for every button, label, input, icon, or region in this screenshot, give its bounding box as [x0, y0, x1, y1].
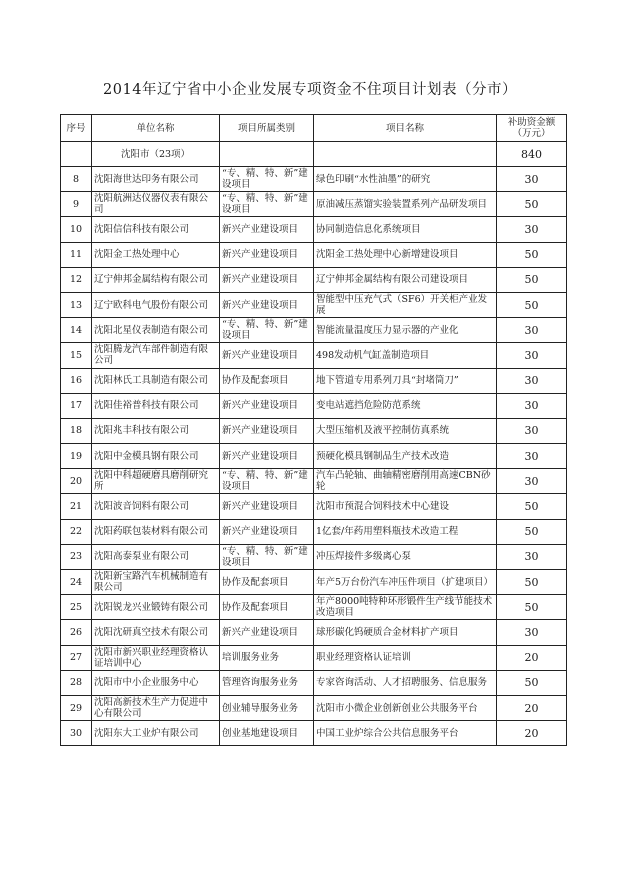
project-category: “专、精、特、新”建设项目: [220, 544, 314, 569]
table-row: [61, 519, 567, 544]
unit-name: 辽宁伸邦金属结构有限公司: [92, 267, 220, 292]
table-header-row: [61, 115, 567, 142]
subtotal-project: [314, 142, 497, 167]
row-number: 18: [61, 418, 92, 443]
project-name: 智能流量温度压力显示器的产业化: [314, 318, 497, 343]
project-category: “专、精、特、新”建设项目: [220, 469, 314, 494]
table-row: [61, 267, 567, 292]
table-row: [61, 721, 567, 746]
project-category: 新兴产业建设项目: [220, 217, 314, 242]
subsidy-amount: 30: [497, 393, 567, 418]
unit-name: 沈阳高泰泵业有限公司: [92, 544, 220, 569]
subsidy-amount: 20: [497, 721, 567, 746]
project-name: 球形碳化钨硬质合金材料扩产项目: [314, 620, 497, 645]
project-category: 新兴产业建设项目: [220, 393, 314, 418]
table-row: [61, 242, 567, 267]
unit-name: 沈阳市中小企业服务中心: [92, 670, 220, 695]
row-number: 23: [61, 544, 92, 569]
unit-name: 沈阳金工热处理中心: [92, 242, 220, 267]
unit-name: 沈阳高新技术生产力促进中心有限公司: [92, 695, 220, 720]
table-row: [61, 418, 567, 443]
project-category: 新兴产业建设项目: [220, 292, 314, 317]
project-category: 新兴产业建设项目: [220, 242, 314, 267]
project-category: 创业辅导服务业务: [220, 695, 314, 720]
row-number: 12: [61, 267, 92, 292]
subsidy-amount: 30: [497, 544, 567, 569]
project-name: 原油减压蒸馏实验装置系列产品研发项目: [314, 192, 497, 217]
table-row: [61, 192, 567, 217]
subtotal-label: 沈阳市（23项）: [92, 142, 220, 167]
row-number: 16: [61, 368, 92, 393]
row-number: 27: [61, 645, 92, 670]
subsidy-amount: 50: [497, 242, 567, 267]
project-name: 专家咨询活动、人才招聘服务、信息服务: [314, 670, 497, 695]
project-category: “专、精、特、新”建设项目: [220, 318, 314, 343]
subtotal-amount: 840: [497, 142, 567, 167]
project-category: 新兴产业建设项目: [220, 620, 314, 645]
table-row: [61, 570, 567, 595]
table-row: [61, 167, 567, 192]
project-category: 新兴产业建设项目: [220, 418, 314, 443]
unit-name: 沈阳锐龙兴业锻铸有限公司: [92, 595, 220, 620]
table-row: [61, 645, 567, 670]
project-name: 汽车凸轮轴、曲轴精密磨削用高速CBN砂轮: [314, 469, 497, 494]
row-number: 30: [61, 721, 92, 746]
table-row: [61, 393, 567, 418]
table-row: [61, 469, 567, 494]
row-number: 28: [61, 670, 92, 695]
unit-name: 沈阳波音饲料有限公司: [92, 494, 220, 519]
row-number: 10: [61, 217, 92, 242]
header-unit: 单位名称: [92, 115, 220, 142]
project-category: 协作及配套项目: [220, 595, 314, 620]
table-row: [61, 444, 567, 469]
unit-name: 沈阳腾龙汽车部件制造有限公司: [92, 343, 220, 368]
project-category: 管理咨询服务业务: [220, 670, 314, 695]
subsidy-amount: 30: [497, 167, 567, 192]
row-number: 19: [61, 444, 92, 469]
table-row: [61, 670, 567, 695]
row-number: 21: [61, 494, 92, 519]
project-category: 新兴产业建设项目: [220, 343, 314, 368]
unit-name: 辽宁欧科电气股份有限公司: [92, 292, 220, 317]
project-category: 协作及配套项目: [220, 570, 314, 595]
project-name: 冲压焊接件多级离心泵: [314, 544, 497, 569]
unit-name: 沈阳中科超硬磨具磨削研究所: [92, 469, 220, 494]
project-name: 职业经理资格认证培训: [314, 645, 497, 670]
subsidy-amount: 50: [497, 570, 567, 595]
unit-name: 沈阳市新兴职业经理资格认证培训中心: [92, 645, 220, 670]
project-category: “专、精、特、新”建设项目: [220, 192, 314, 217]
project-name: 大型压缩机及液平控制仿真系统: [314, 418, 497, 443]
subsidy-amount: 30: [497, 318, 567, 343]
table-row: [61, 620, 567, 645]
header-amount: 补助资金额（万元）: [497, 115, 567, 142]
unit-name: 沈阳航洲达仪器仪表有限公司: [92, 192, 220, 217]
row-number: 24: [61, 570, 92, 595]
project-name: 地下管道专用系列刀具“封堵筒刀”: [314, 368, 497, 393]
subtotal-no: [61, 142, 92, 167]
header-project: 项目名称: [314, 115, 497, 142]
table-row: [61, 544, 567, 569]
page-title: 2014年辽宁省中小企业发展专项资金不住项目计划表（分市）: [103, 82, 517, 98]
subsidy-amount: 30: [497, 343, 567, 368]
project-name: 沈阳市预混合饲料技术中心建设: [314, 494, 497, 519]
subsidy-amount: 30: [497, 418, 567, 443]
table-row: [61, 595, 567, 620]
subsidy-amount: 30: [497, 444, 567, 469]
project-category: 培训服务业务: [220, 645, 314, 670]
project-name: 预硬化模具钢制品生产技术改造: [314, 444, 497, 469]
project-category: “专、精、特、新”建设项目: [220, 167, 314, 192]
row-number: 15: [61, 343, 92, 368]
row-number: 22: [61, 519, 92, 544]
subsidy-amount: 50: [497, 595, 567, 620]
project-name: 绿色印刷“水性油墨”的研究: [314, 167, 497, 192]
project-name: 协同制造信息化系统项目: [314, 217, 497, 242]
row-number: 9: [61, 192, 92, 217]
subsidy-amount: 20: [497, 695, 567, 720]
subsidy-amount: 50: [497, 192, 567, 217]
project-name: 中国工业炉综合公共信息服务平台: [314, 721, 497, 746]
row-number: 14: [61, 318, 92, 343]
unit-name: 沈阳新宝路汽车机械制造有限公司: [92, 570, 220, 595]
project-name: 智能型中压充气式（SF6）开关柜产业发展: [314, 292, 497, 317]
table-row: [61, 343, 567, 368]
row-number: 13: [61, 292, 92, 317]
project-name: 沈阳金工热处理中心新增建设项目: [314, 242, 497, 267]
unit-name: 沈阳海世达印务有限公司: [92, 167, 220, 192]
table-row: [61, 217, 567, 242]
row-number: 29: [61, 695, 92, 720]
project-category: 新兴产业建设项目: [220, 267, 314, 292]
row-number: 26: [61, 620, 92, 645]
project-name: 沈阳市小微企业创新创业公共服务平台: [314, 695, 497, 720]
row-number: 20: [61, 469, 92, 494]
subsidy-amount: 50: [497, 267, 567, 292]
table-row: [61, 368, 567, 393]
row-number: 17: [61, 393, 92, 418]
project-category: 协作及配套项目: [220, 368, 314, 393]
project-category: 创业基地建设项目: [220, 721, 314, 746]
project-name: 辽宁伸邦金属结构有限公司建设项目: [314, 267, 497, 292]
subsidy-amount: 50: [497, 292, 567, 317]
header-no: 序号: [61, 115, 92, 142]
subsidy-amount: 50: [497, 494, 567, 519]
project-category: 新兴产业建设项目: [220, 494, 314, 519]
unit-name: 沈阳中金模具钢有限公司: [92, 444, 220, 469]
subsidy-amount: 30: [497, 368, 567, 393]
subsidy-amount: 30: [497, 217, 567, 242]
unit-name: 沈阳药联包装材料有限公司: [92, 519, 220, 544]
project-name: 年产5万台份汽车冲压件项目（扩建项目）: [314, 570, 497, 595]
unit-name: 沈阳兆丰科技有限公司: [92, 418, 220, 443]
project-name: 年产8000吨特种环形锻件生产线节能技术改造项目: [314, 595, 497, 620]
subtotal-row: [61, 142, 567, 167]
row-number: 11: [61, 242, 92, 267]
unit-name: 沈阳信信科技有限公司: [92, 217, 220, 242]
subsidy-amount: 50: [497, 670, 567, 695]
project-plan-table: [60, 114, 567, 746]
table-row: [61, 318, 567, 343]
project-name: 变电站遮挡危险防范系统: [314, 393, 497, 418]
row-number: 25: [61, 595, 92, 620]
subsidy-amount: 30: [497, 620, 567, 645]
subsidy-amount: 30: [497, 469, 567, 494]
subtotal-category: [220, 142, 314, 167]
table-row: [61, 695, 567, 720]
unit-name: 沈阳佳裕普科技有限公司: [92, 393, 220, 418]
project-name: 498发动机气缸盖制造项目: [314, 343, 497, 368]
subsidy-amount: 20: [497, 645, 567, 670]
unit-name: 沈阳东大工业炉有限公司: [92, 721, 220, 746]
project-name: 1亿套/年药用塑料瓶技术改造工程: [314, 519, 497, 544]
table-row: [61, 292, 567, 317]
row-number: 8: [61, 167, 92, 192]
header-category: 项目所属类别: [220, 115, 314, 142]
subsidy-amount: 50: [497, 519, 567, 544]
project-category: 新兴产业建设项目: [220, 444, 314, 469]
unit-name: 沈阳北星仪表制造有限公司: [92, 318, 220, 343]
project-category: 新兴产业建设项目: [220, 519, 314, 544]
unit-name: 沈阳林氏工具制造有限公司: [92, 368, 220, 393]
table-row: [61, 494, 567, 519]
unit-name: 沈阳沈研真空技术有限公司: [92, 620, 220, 645]
